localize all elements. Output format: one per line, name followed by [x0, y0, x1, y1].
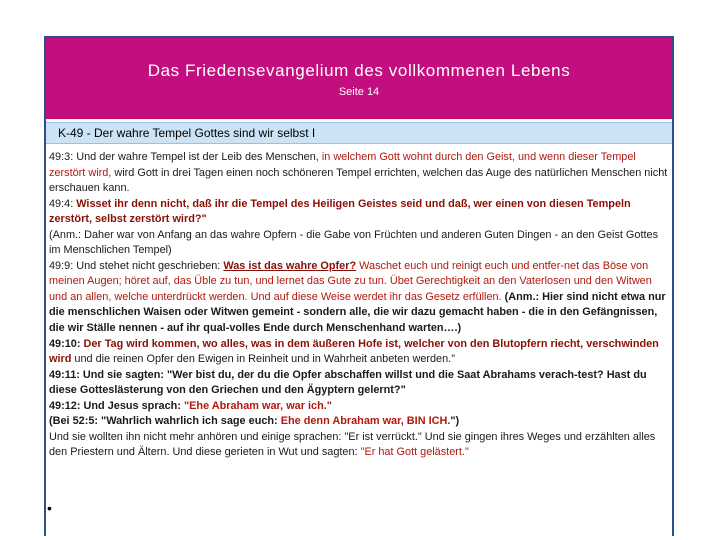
verse-49-9	[49, 259, 669, 337]
header-banner	[46, 38, 672, 119]
verse-49-3	[49, 150, 669, 197]
closing-paragraph	[49, 430, 669, 461]
section-title: K-49 - Der wahre Tempel Gottes sind wir selbst I	[58, 126, 316, 140]
highlighted-text: Der Tag wird kommen, wo alles, was in dem äußeren Hofe ist, welcher von den Blutopfern riecht, verschwinden wird	[49, 337, 659, 366]
verse-text: (Bei 52:5: "Wahrlich wahrlich ich sage euch:	[49, 415, 281, 428]
verse-text: 49:4:	[49, 197, 77, 210]
highlighted-text: "Er hat Gott gelästert."	[360, 446, 469, 459]
verse-49-12	[49, 399, 669, 415]
highlighted-text: in welchem Gott wohnt durch den Geist, und wenn dieser Tempel zerstört wird,	[49, 151, 636, 179]
verse-text: und die reinen Opfer den Ewigen in Reinheit und in Wahrheit anbeten werden."	[71, 353, 456, 366]
highlighted-text: Ehe denn Abraham war, BIN ICH.	[280, 415, 451, 428]
verse-49-10	[49, 337, 669, 368]
annotation-bold: (Anm.: Hier sind nicht etwa nur die menschlichen Waisen oder Witwen gemeint - sondern alle, die wir dazu gemacht haben - die in den Gefängnissen, die wir Ställe nennen - auf ihr qual-volles Ende durch Menschenhand warten….)	[49, 290, 666, 335]
highlighted-text: Was ist das wahre Opfer?	[223, 259, 357, 272]
verse-49-11: 49:11: Und sie sagten: "Wer bist du, der du die Opfer abschaffen willst und die Saat Abrahams verach-test? Hast du diese Gotteslästerung von den Griechen und den Ägyptern gelernt?"	[49, 368, 647, 397]
verse-text: 49:12: Und Jesus sprach:	[49, 399, 184, 412]
page-number: Seite 14	[338, 86, 380, 98]
highlighted-text: Wisset ihr denn nicht, daß ihr die Tempel des Heiligen Geistes seid und daß, wer einen von diesen Tempeln zerstört, selbst zerstört wird?"	[49, 197, 631, 226]
bullet-marker: •	[47, 500, 52, 516]
verse-text: 49:9: Und stehet nicht geschrieben:	[49, 259, 224, 272]
verse-49-4	[49, 197, 669, 228]
verse-text: Und sie wollten ihn nicht mehr anhören und einige sprachen: "Er ist verrückt." Und sie gingen ihres Weges und erzählten alles den Priestern und Ältern. Und diese gerieten in Wut und sagten:	[49, 430, 656, 459]
body-text	[49, 150, 669, 461]
cross-reference	[49, 414, 669, 430]
section-title-bar	[46, 122, 672, 144]
document-title: Das Friedensevangelium des vollkommenen Lebens	[147, 61, 571, 80]
highlighted-text: Waschet euch und reinigt euch und entfer-net das Böse von meinen Augen; höret auf, das Üble zu tun, und lernet das Gute zu tun. Übet Gerechtigkeit an den Vaterlosen und den Witwen und an allen, welche unterdrückt werden. Und auf diese Weise werdet ihr das Gesetz erfüllen.	[49, 259, 652, 303]
verse-text: 49:10:	[49, 337, 84, 350]
annotation: (Anm.: Daher war von Anfang an das wahre Opfern - die Gabe von Früchten und anderen Guten Dingen - an den Geist Gottes im Menschlichen Tempel)	[49, 228, 659, 257]
verse-text: 49:3: Und der wahre Tempel ist der Leib des Menschen,	[49, 151, 322, 163]
highlighted-text: "Ehe Abraham war, war ich."	[183, 399, 332, 412]
verse-text: wird Gott in drei Tagen einen noch schöneren Tempel errichten, welchen das Auge des natürlichen Menschen nicht erschauen kann.	[49, 166, 668, 195]
verse-text: ")	[450, 415, 460, 428]
